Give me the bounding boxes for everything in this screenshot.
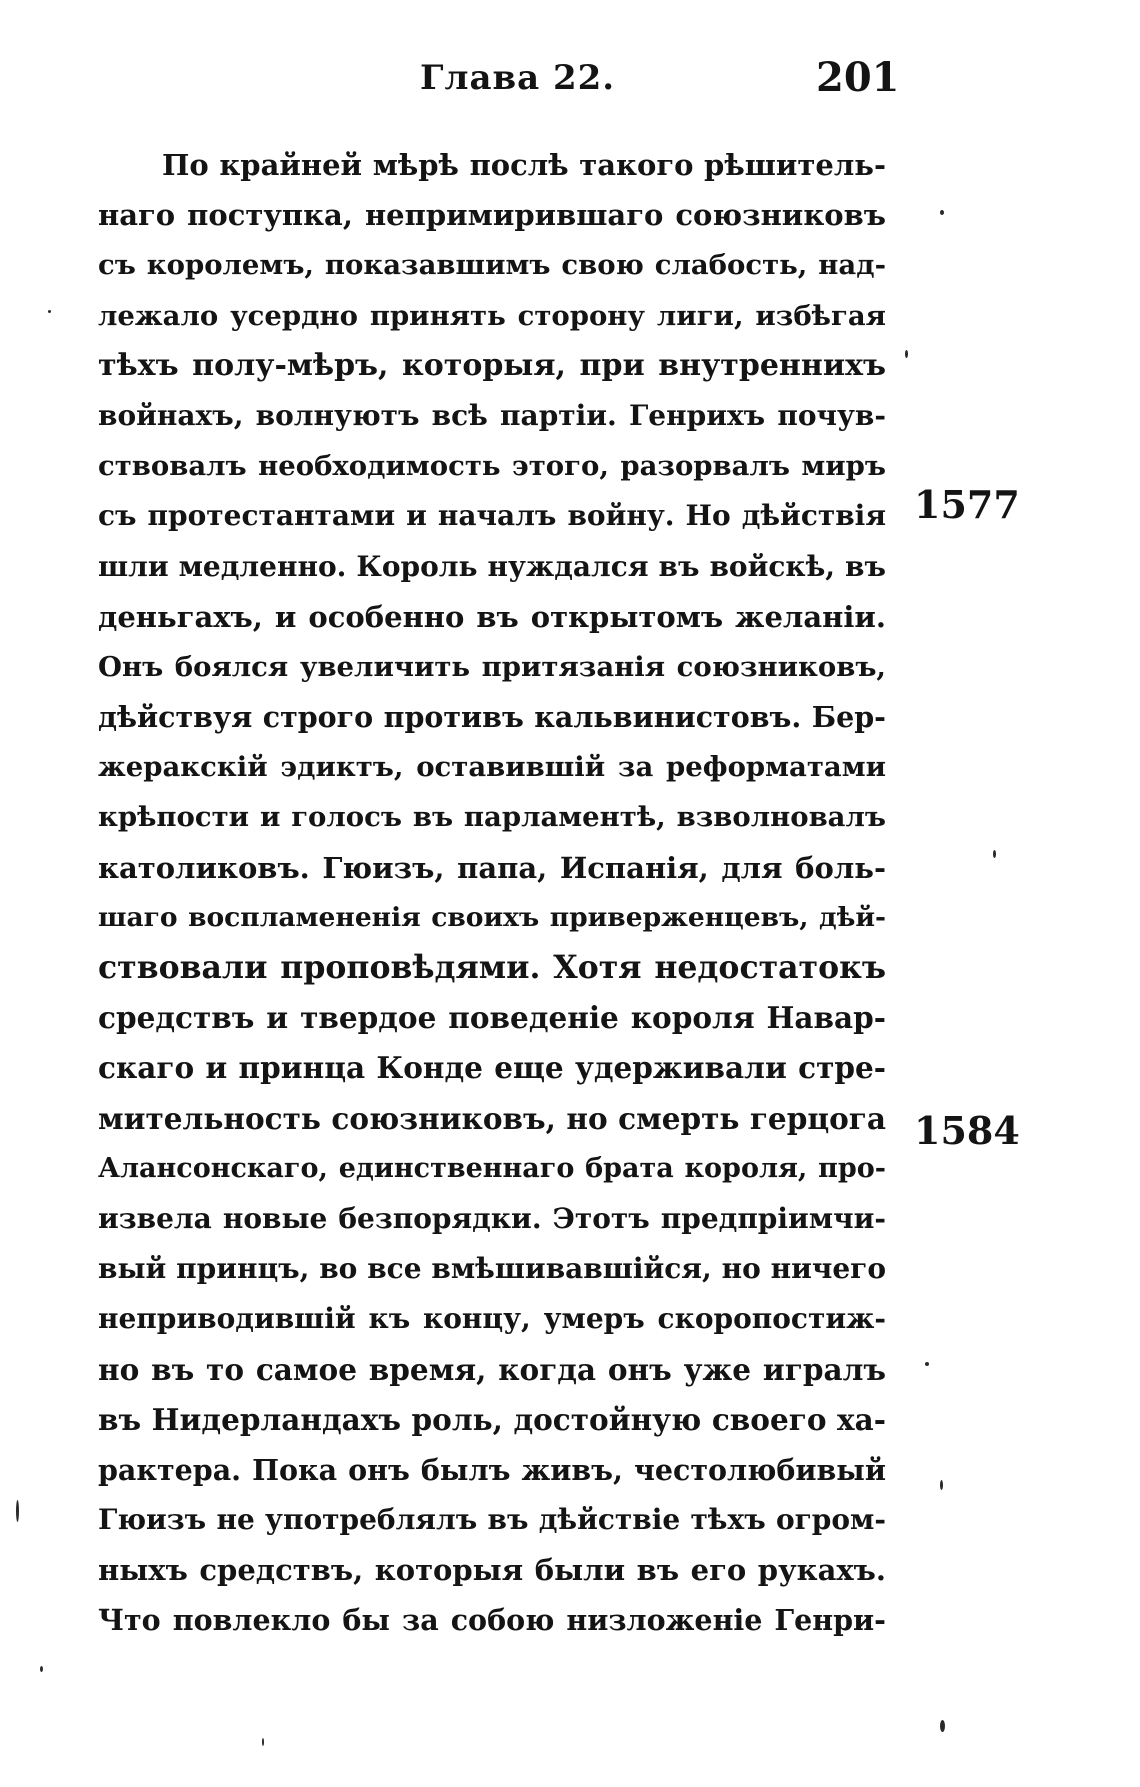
text-line: наго поступка, непримирившаго союзниковъ [98, 198, 886, 233]
chapter-title: Глава 22. [420, 58, 616, 98]
text-line: дѣйствуя строго противъ кальвинистовъ. Бер- [98, 700, 886, 735]
scan-speck [48, 310, 51, 313]
body-text [98, 140, 886, 1646]
text-line: жеракскій эдиктъ, оставившій за реформатами [98, 751, 886, 784]
scan-speck [940, 1720, 945, 1732]
scan-speck [993, 850, 996, 858]
scan-speck [262, 1738, 264, 1746]
text-line: шли медленно. Король нуждался въ войскѣ, въ [98, 549, 886, 583]
margin-year-note: 1577 [914, 482, 1020, 527]
text-line: ствовали проповѣдями. Хотя недостатокъ [98, 949, 886, 986]
text-line: деньгахъ, и особенно въ открытомъ желаніи. [98, 599, 886, 634]
scan-speck [40, 1666, 43, 1672]
text-line: мительность союзниковъ, но смерть герцога [98, 1100, 886, 1136]
text-line: ныхъ средствъ, которыя были въ его рукахъ. [98, 1553, 886, 1588]
text-line: Онъ боялся увеличить притязанія союзниковъ, [98, 650, 886, 683]
text-line: крѣпости и голосъ въ парламентѣ, взволновалъ [98, 801, 886, 834]
scan-speck [940, 1480, 943, 1490]
text-line: рактера. Пока онъ былъ живъ, честолюбивый [98, 1452, 886, 1487]
text-line: въ Нидерландахъ роль, достойную своего ха- [98, 1401, 886, 1437]
text-line: Что повлекло бы за собою низложеніе Генри- [98, 1603, 886, 1638]
text-line: По крайней мѣрѣ послѣ такого рѣшитель- [162, 148, 886, 182]
text-line: ствовалъ необходимость этого, разорвалъ миръ [98, 450, 886, 483]
scan-speck [16, 1500, 19, 1522]
text-line: лежало усердно принять сторону лиги, избѣгая [98, 299, 886, 332]
text-line: шаго воспламененія своихъ приверженцевъ, дѣй- [98, 901, 886, 933]
text-line: средствъ и твердое поведеніе короля Навар- [98, 1000, 886, 1036]
text-line: вый принцъ, во все вмѣшивавшійся, но ничего [98, 1252, 886, 1286]
scan-speck [925, 1362, 929, 1366]
text-line: съ королемъ, показавшимъ свою слабость, над- [98, 249, 886, 282]
scan-speck [940, 210, 944, 215]
text-line: съ протестантами и началъ войну. Но дѣйствія [98, 499, 886, 533]
page-number: 201 [816, 54, 900, 101]
text-line: тѣхъ полу-мѣръ, которыя, при внутреннихъ [98, 347, 886, 383]
text-line: скаго и принца Конде еще удерживали стре- [98, 1050, 886, 1086]
text-line: католиковъ. Гюизъ, папа, Испанія, для боль- [98, 850, 886, 885]
margin-year-note: 1584 [914, 1108, 1020, 1153]
text-line: Алансонскаго, единственнаго брата короля, про- [98, 1152, 886, 1184]
scan-speck [905, 350, 908, 358]
text-line: войнахъ, волнуютъ всѣ партіи. Генрихъ почув- [98, 398, 886, 432]
text-line: извела новые безпорядки. Этотъ предпріимчи- [98, 1201, 886, 1235]
text-line: Гюизъ не употреблялъ въ дѣйствіе тѣхъ огром- [98, 1503, 886, 1537]
text-line: неприводившій къ концу, умеръ скоропостиж- [98, 1302, 886, 1336]
text-line: но въ то самое время, когда онъ уже игралъ [98, 1351, 886, 1387]
